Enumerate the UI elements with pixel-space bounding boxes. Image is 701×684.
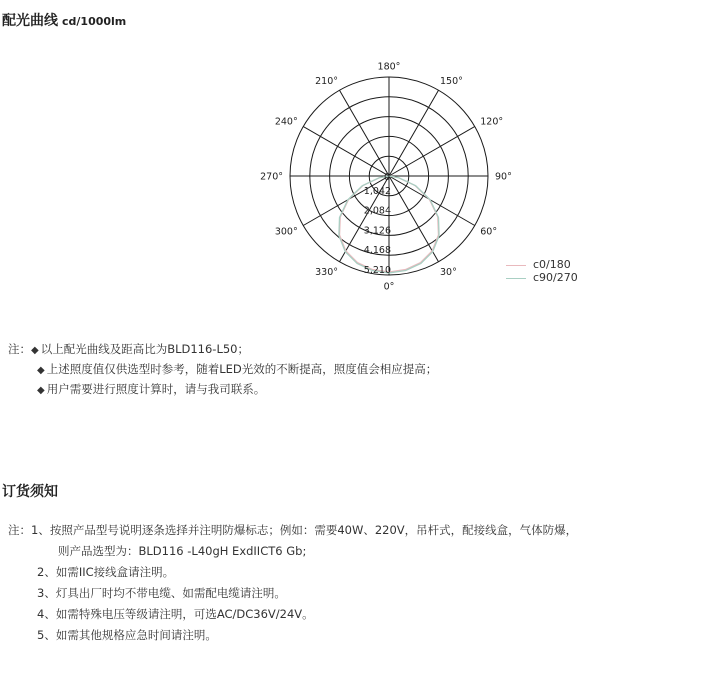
order-line: 则产品选型为：BLD116 -L40gH ExdIICT6 Gb; [58,544,307,558]
note-text: 上述照度值仅供选型时参考，随着LED光效的不断提高，照度值会相应提高； [46,362,438,376]
legend-label-c0: c0/180 [533,258,571,271]
polar-spoke [389,127,475,177]
note-text: 以上配光曲线及距高比为BLD116-L50； [40,342,249,356]
diamond-bullet-icon: ◆ [37,385,45,396]
order-line [8,523,577,538]
polar-angle-label: 30° [440,266,457,278]
diamond-bullet-icon: ◆ [31,345,39,356]
legend-label-c90: c90/270 [533,271,578,284]
order-line: 4、如需特殊电压等级请注明，可选AC/DC36V/24V。 [37,607,314,621]
order-line: 3、灯具出厂时均不带电缆、如需配电缆请注明。 [37,586,286,600]
ordering-section-title: 订货须知 [2,484,58,500]
note-line [37,362,437,378]
legend-item-c90 [506,271,626,285]
polar-angle-label: 0° [383,281,395,293]
legend-swatch-c0 [506,265,526,266]
polar-angle-label: 270° [260,171,283,183]
note-prefix: 注： [8,342,31,356]
legend-swatch-c90 [506,278,526,279]
note-line [8,342,249,358]
polar-angle-label: 330° [315,266,338,278]
photometric-unit: cd/1000lm [62,15,127,28]
polar-chart [260,60,528,293]
polar-angle-label: 90° [495,171,512,183]
polar-angle-label: 150° [440,76,463,88]
polar-ring-value-label: 2,084 [363,205,391,217]
polar-ring-value-label: 3,126 [363,225,391,237]
polar-spoke [303,176,389,226]
polar-angle-label: 210° [315,76,338,88]
note-text: 用户需要进行照度计算时，请与我司联系。 [46,382,266,396]
polar-angle-label: 120° [480,116,504,128]
photometric-section-title [2,10,126,30]
polar-spoke [389,176,475,226]
polar-ring-value-label: 4,168 [363,245,391,257]
polar-center-label: 0 [383,172,391,183]
polar-spoke [340,90,390,176]
note-line [37,382,265,398]
polar-spoke [389,90,439,176]
polar-angle-label: 300° [274,226,298,238]
polar-angle-label: 60° [480,226,498,238]
polar-ring-value-label: 1,042 [363,185,391,197]
polar-spoke [303,127,389,177]
order-text: 1、按照产品型号说明逐条选择并注明防爆标志；例如：需要40W、220V，吊杆式，配接线盒，气体防爆， [31,523,578,537]
polar-angle-label: 240° [274,116,298,128]
diamond-bullet-icon: ◆ [37,365,45,376]
legend-item-c0 [506,258,626,272]
order-prefix: 注： [8,523,31,537]
polar-angle-label: 180° [377,61,401,73]
order-line: 2、如需IIC接线盒请注明。 [37,565,175,579]
polar-spoke [389,176,439,262]
polar-ring-value-label: 5,210 [363,265,391,276]
polar-chart-svg [260,60,528,293]
order-line: 5、如需其他规格应急时间请注明。 [37,628,217,642]
photometric-title-text: 配光曲线 [2,13,58,29]
